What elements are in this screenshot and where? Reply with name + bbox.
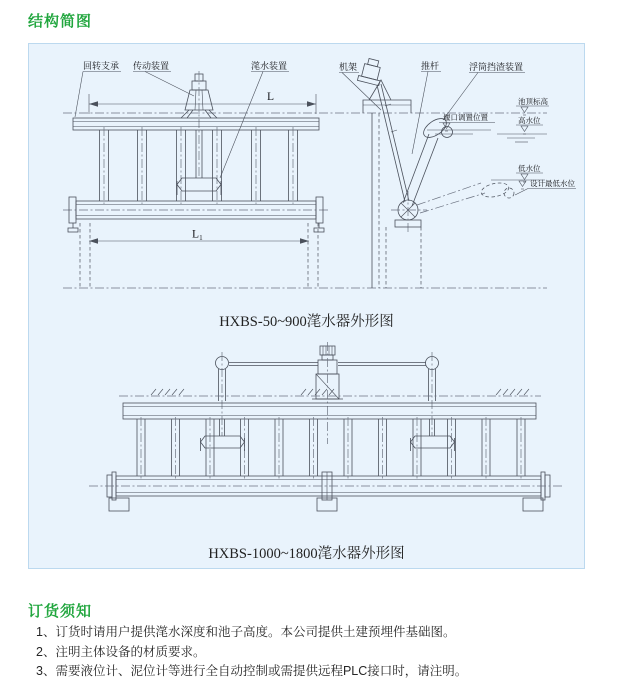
label-decanter-unit: 滗水装置 xyxy=(251,61,288,71)
label-low-water-level: 低水位 xyxy=(518,164,541,173)
label-frame: 机架 xyxy=(339,62,358,72)
label-weir-adjust-position: 堰口调置位置 xyxy=(443,113,488,122)
label-push-rod: 推杆 xyxy=(421,61,440,71)
label-design-lowest-level: 设计最低水位 xyxy=(530,179,575,188)
diagram-panel xyxy=(28,43,585,569)
figure2-right-post xyxy=(426,352,439,436)
dim-L1-text: L₁ xyxy=(192,228,204,241)
water-level-markers xyxy=(491,96,576,195)
figure2-caption: HXBS-1000~1800滗水器外形图 xyxy=(208,546,405,562)
dimension-L1 xyxy=(89,229,309,244)
figure1-front-view xyxy=(63,60,547,288)
ordering-note-1: 1、订货时请用户提供滗水深度和池子高度。本公司提供土建预埋件基础图。 xyxy=(36,625,456,639)
ordering-note-2: 2、注明主体设备的材质要求。 xyxy=(36,644,206,659)
label-drive-unit: 传动装置 xyxy=(133,61,170,71)
label-high-water-level: 高水位 xyxy=(518,116,541,125)
figure1-caption: HXBS-50~900滗水器外形图 xyxy=(219,314,394,330)
figure1-side-view xyxy=(339,57,576,288)
dim-L-text: L xyxy=(267,91,275,103)
decanter-diagrams xyxy=(29,44,586,570)
ordering-note-3: 3、需要液位计、泥位计等进行全自动控制或需提供远程PLC接口时，请注明。 xyxy=(36,664,468,678)
drive-motor xyxy=(181,71,217,176)
figure2-left-post xyxy=(216,352,229,436)
section-title-structure: 结构简图 xyxy=(28,13,93,30)
section-title-ordering: 订货须知 xyxy=(28,603,93,620)
label-slewing-support: 回转支承 xyxy=(83,61,120,71)
figure2-front-view xyxy=(89,342,564,511)
label-float-scum-baffle: 浮筒挡渣装置 xyxy=(469,62,524,72)
ordering-notes xyxy=(36,623,616,682)
float-low-position xyxy=(480,181,510,200)
label-pool-top-level: 池顶标高 xyxy=(518,97,548,106)
